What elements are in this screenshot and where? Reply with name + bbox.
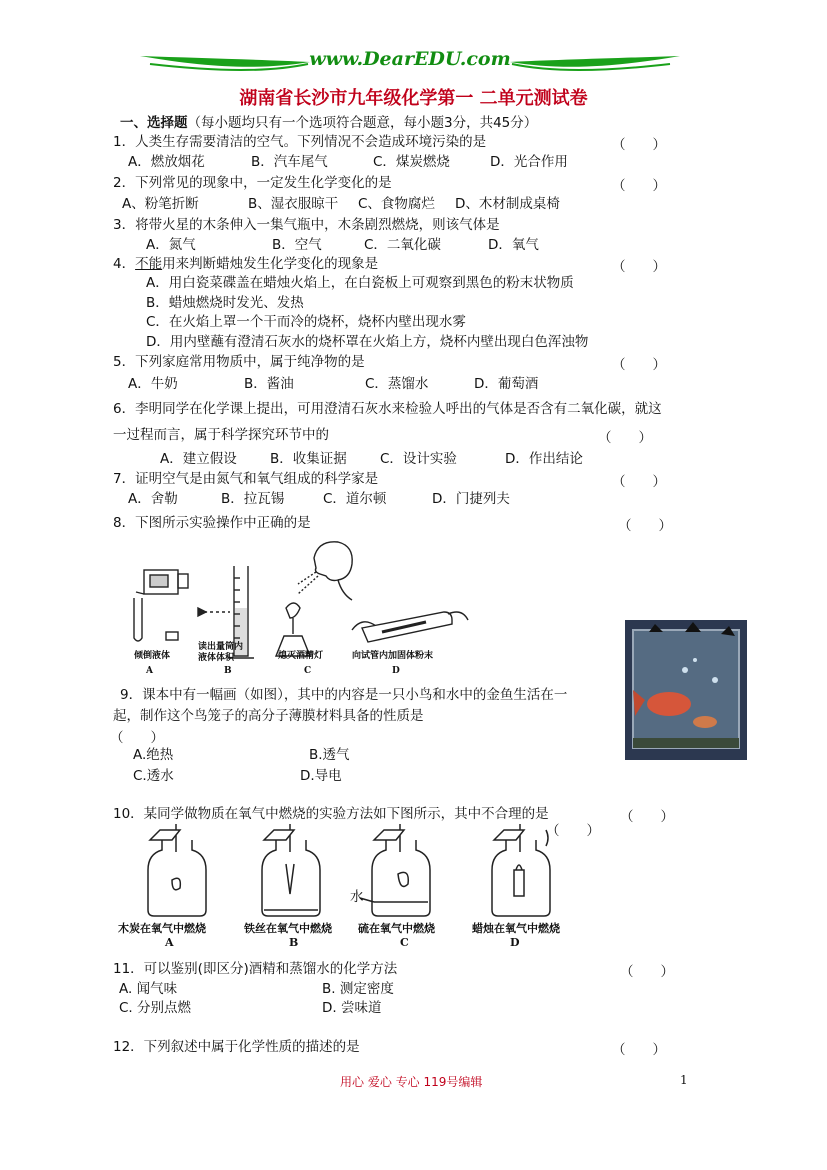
q6-option-b: B．收集证据 (270, 451, 347, 467)
q2-option-a: A、粉笔折断 (122, 196, 199, 212)
q8-letter-d: D (392, 666, 400, 676)
q4-negation: 不能 (135, 256, 163, 272)
q3-option-d: D．氧气 (488, 237, 539, 253)
q10-figure (110, 823, 600, 956)
q8-letter-a: A (146, 666, 153, 676)
q4-stem-text: 用来判断蜡烛发生化学变化的现象是 (162, 256, 379, 272)
q1-answer-blank: （ ） (612, 137, 666, 153)
q9-answer-blank: （ ） (110, 730, 164, 746)
water-label: 水 (350, 889, 364, 905)
q10-letter-c: C (400, 936, 409, 949)
q4-stem (113, 255, 378, 273)
q3-option-c: C．二氧化碳 (364, 237, 441, 253)
q6-option-a: A．建立假设 (160, 451, 237, 467)
q9-option-a: A.绝热 (133, 747, 174, 763)
q4-number: 4． (113, 256, 136, 272)
section-label: 一、选择题 (120, 115, 188, 131)
aquarium-photo-icon (625, 620, 747, 760)
q4-option-b: B．蜡烛燃烧时发光、发热 (146, 295, 304, 311)
q8-caption-b: 读出量筒内 液体体积 (198, 642, 244, 663)
q7-option-d: D．门捷列夫 (432, 491, 510, 507)
q10-letter-d: D (510, 936, 520, 949)
q11-option-d: D. 尝味道 (322, 1000, 382, 1016)
q6-option-d: D．作出结论 (505, 451, 583, 467)
q1-option-c: C．煤炭燃烧 (373, 154, 450, 170)
page-title: 湖南省长沙市九年级化学第一 二单元测试卷 (239, 88, 588, 109)
q2-stem: 2．下列常见的现象中，一定发生化学变化的是 (113, 175, 392, 191)
q5-option-a: A．牛奶 (128, 376, 178, 392)
q3-option-b: B．空气 (272, 237, 322, 253)
pouring-liquid-icon (134, 570, 188, 641)
bottle-d-icon (492, 824, 550, 916)
goldfish-bird-photo (625, 620, 747, 760)
q8-caption-c: 熄灭酒精灯 (278, 651, 324, 661)
q2-option-c: C、食物腐烂 (358, 196, 435, 212)
q6-option-c: C．设计实验 (380, 451, 457, 467)
q5-answer-blank: （ ） (612, 357, 666, 373)
q6-answer-blank: （ ） (598, 430, 652, 446)
q9-stem-line2: 起，制作这个鸟笼子的高分子薄膜材料具备的性质是 (113, 708, 424, 724)
q8-answer-blank: （ ） (618, 518, 672, 534)
q2-answer-blank: （ ） (612, 178, 666, 194)
q7-stem: 7．证明空气是由氮气和氧气组成的科学家是 (113, 471, 379, 487)
q12-stem: 12．下列叙述中属于化学性质的描述的是 (113, 1039, 360, 1055)
bottle-b-icon (262, 824, 320, 916)
q8-caption-a: 倾倒液体 (134, 651, 171, 661)
q1-option-d: D．光合作用 (490, 154, 568, 170)
q9-stem-line1: 9．课本中有一幅画（如图），其中的内容是一只小鸟和水中的金鱼生活在一 (120, 687, 568, 703)
section-note: （每小题均只有一个选项符合题意，每小题3分，共45分） (187, 115, 538, 131)
page-number: 1 (680, 1073, 688, 1087)
q8-letter-b: B (224, 666, 232, 676)
q6-stem-line1: 6．李明同学在化学课上提出，可用澄清石灰水来检验人呼出的气体是否含有二氧化碳，就这 (113, 401, 662, 417)
q8-stem: 8．下图所示实验操作中正确的是 (113, 515, 311, 531)
q1-option-b: B．汽车尾气 (251, 154, 328, 170)
q9-option-c: C.透水 (133, 768, 174, 784)
q10-extra-blank: （ ） (546, 823, 600, 839)
q4-option-d: D．用内壁蘸有澄清石灰水的烧杯罩在火焰上方，烧杯内壁出现白色浑浊物 (146, 334, 589, 350)
q12-answer-blank: （ ） (612, 1042, 666, 1058)
q7-option-b: B．拉瓦锡 (221, 491, 285, 507)
section-heading (120, 114, 537, 132)
q11-option-a: A. 闻气味 (119, 981, 178, 997)
q2-option-b: B、湿衣服晾干 (248, 196, 339, 212)
q3-stem: 3．将带火星的木条伸入一集气瓶中，木条剧烈燃烧，则该气体是 (113, 217, 500, 233)
q5-option-c: C．蒸馏水 (365, 376, 429, 392)
q11-answer-blank: （ ） (620, 964, 674, 980)
q8-letter-c: C (304, 666, 312, 676)
q3-option-a: A．氮气 (146, 237, 196, 253)
bottle-a-icon (148, 824, 206, 916)
q7-answer-blank: （ ） (612, 474, 666, 490)
q8-figure (126, 538, 476, 680)
q11-option-b: B. 测定密度 (322, 981, 394, 997)
q10-stem: 10．某同学做物质在氧气中燃烧的实验方法如下图所示，其中不合理的是 (113, 806, 549, 822)
footer-motto: 用心 爱心 专心 119号编辑 (340, 1075, 483, 1089)
q10-caption-a: 木炭在氧气中燃烧 (118, 922, 206, 935)
q4-option-c: C．在火焰上罩一个干而冷的烧杯，烧杯内壁出现水雾 (146, 314, 466, 330)
q10-letter-a: A (165, 936, 174, 949)
q7-option-a: A．舍勒 (128, 491, 178, 507)
q10-caption-d: 蜡烛在氧气中燃烧 (472, 922, 560, 935)
q9-option-b: B.透气 (309, 747, 350, 763)
q1-option-a: A．燃放烟花 (128, 154, 205, 170)
site-url: www.DearEDU.com (309, 48, 511, 70)
q5-option-d: D．葡萄酒 (474, 376, 539, 392)
q4-answer-blank: （ ） (612, 259, 666, 275)
q2-option-d: D、木材制成桌椅 (455, 196, 560, 212)
q10-caption-b: 铁丝在氧气中燃烧 (244, 922, 332, 935)
q6-stem-line2: 一过程而言，属于科学探究环节中的 (113, 427, 329, 443)
q1-stem: 1．人类生存需要清洁的空气。下列情况不会造成环境污染的是 (113, 134, 487, 150)
q11-option-c: C. 分别点燃 (119, 1000, 192, 1016)
q8-caption-d: 向试管内加固体粉末 (352, 651, 434, 661)
bottle-c-icon (360, 824, 430, 916)
q5-option-b: B．酱油 (244, 376, 294, 392)
q10-letter-b: B (289, 936, 299, 949)
q11-stem: 11．可以鉴别(即区分)酒精和蒸馏水的化学方法 (113, 961, 398, 977)
adding-powder-icon (352, 612, 468, 642)
q9-option-d: D.导电 (300, 768, 342, 784)
q5-stem: 5．下列家庭常用物质中，属于纯净物的是 (113, 354, 365, 370)
q10-answer-blank: （ ） (620, 809, 674, 825)
q4-option-a: A．用白瓷菜碟盖在蜡烛火焰上，在白瓷板上可观察到黑色的粉末状物质 (146, 275, 574, 291)
site-logo (140, 48, 680, 78)
blowing-lamp-icon (276, 542, 352, 656)
q7-option-c: C．道尔顿 (323, 491, 387, 507)
q10-caption-c: 硫在氧气中燃烧 (358, 922, 435, 935)
